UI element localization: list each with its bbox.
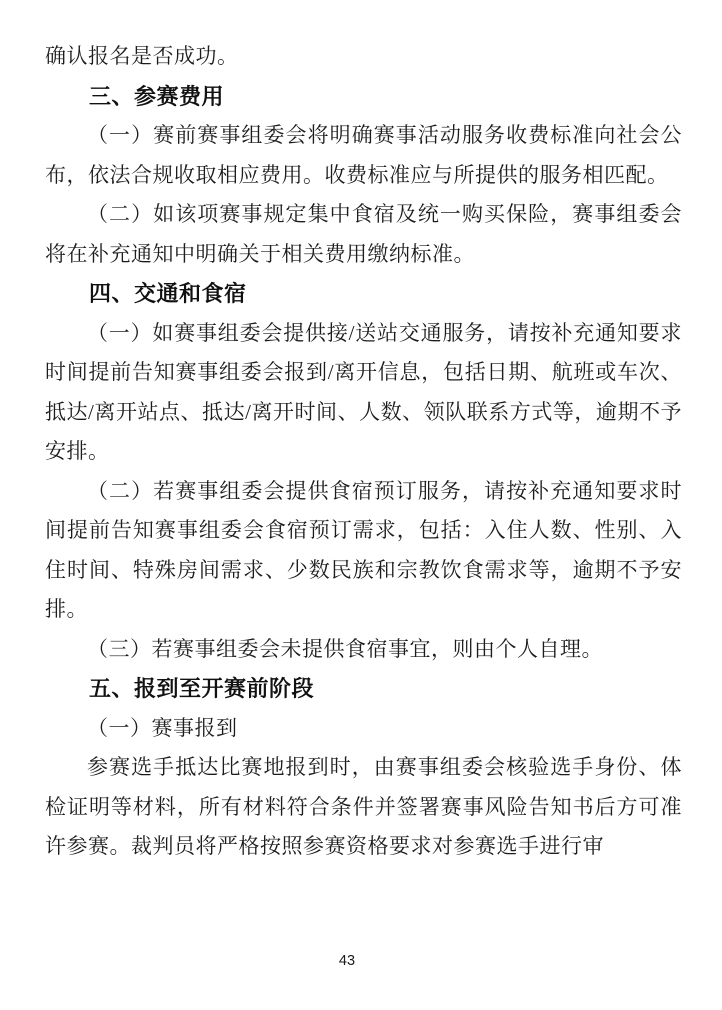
- section-heading-checkin-stage: 五、报到至开赛前阶段: [89, 676, 315, 701]
- paragraph-checkin-verification: 参赛选手抵达比赛地报到时，由赛事组委会核验选手身份、体检证明等材料，所有材料符合条件并签署赛事风险告知书后方可准许参赛。裁判员将严格按照参赛资格要求对参赛选手进行审: [45, 755, 682, 858]
- paragraph-event-checkin-subtitle: （一）赛事报到: [87, 715, 238, 740]
- paragraph-fee-notice: （二）如该项赛事规定集中食宿及统一购买保险，赛事组委会将在补充通知中明确关于相关费用缴纳标准。: [45, 202, 682, 266]
- paragraph-fee-standards: （一）赛前赛事组委会将明确赛事活动服务收费标准向社会公布，依法合规收取相应费用。收费标准应与所提供的服务相匹配。: [45, 123, 682, 187]
- page-number: 43: [338, 953, 356, 969]
- paragraph-lodging-self: （三）若赛事组委会未提供食宿事宜，则由个人自理。: [87, 636, 603, 661]
- section-heading-entry-fees: 三、参赛费用: [89, 83, 225, 109]
- section-heading-transport-lodging: 四、交通和食宿: [89, 281, 247, 306]
- paragraph-registration-confirm: 确认报名是否成功。: [45, 44, 239, 68]
- paragraph-lodging-booking: （二）若赛事组委会提供食宿预订服务，请按补充通知要求时间提前告知赛事组委会食宿预订需求，包括：入住人数、性别、入住时间、特殊房间需求、少数民族和宗教饮食需求等，逾期不予安排。: [45, 478, 682, 621]
- paragraph-transport-service: （一）如赛事组委会提供接/送站交通服务，请按补充通知要求时间提前告知赛事组委会报到/离开信息，包括日期、航班或车次、抵达/离开站点、抵达/离开时间、人数、领队联系方式等，逾期不予安排。: [45, 320, 682, 463]
